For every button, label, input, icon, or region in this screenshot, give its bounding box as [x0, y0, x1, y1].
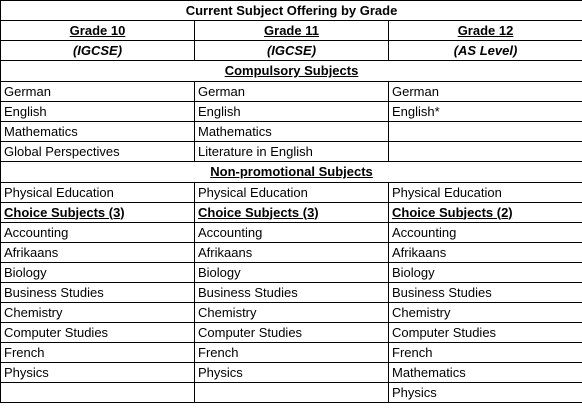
table-row [1, 343, 582, 363]
subject-cell: Biology [389, 263, 582, 283]
subject-cell: Chemistry [1, 303, 195, 323]
subject-cell: Physics [195, 363, 389, 383]
subject-cell: Physics [389, 383, 582, 403]
exam-row [1, 41, 582, 61]
subject-cell: Accounting [389, 223, 582, 243]
table-row [1, 263, 582, 283]
empty-cell [389, 122, 582, 142]
table-title: Current Subject Offering by Grade [1, 1, 582, 21]
non-promotional-heading: Non-promotional Subjects [1, 162, 582, 183]
subject-cell: Mathematics [1, 122, 195, 142]
choice-subjects-header: Choice Subjects (3) [1, 203, 195, 223]
empty-cell [195, 383, 389, 403]
table-row [1, 122, 582, 142]
compulsory-heading-row [1, 61, 582, 82]
subject-cell: Accounting [195, 223, 389, 243]
choice-header-row [1, 203, 582, 223]
grade-row [1, 21, 582, 41]
subject-cell: Mathematics [195, 122, 389, 142]
table-row [1, 223, 582, 243]
subject-cell: Chemistry [195, 303, 389, 323]
empty-cell [1, 383, 195, 403]
table-row [1, 363, 582, 383]
subject-cell: Computer Studies [195, 323, 389, 343]
title-row [1, 1, 582, 21]
subject-cell: German [195, 82, 389, 102]
subject-cell: Global Perspectives [1, 142, 195, 162]
grade-12-header: Grade 12 [389, 21, 582, 41]
subject-cell: Business Studies [389, 283, 582, 303]
subject-cell: Business Studies [195, 283, 389, 303]
table-row [1, 303, 582, 323]
subject-cell: Afrikaans [195, 243, 389, 263]
table-row [1, 283, 582, 303]
grade-11-header: Grade 11 [195, 21, 389, 41]
subject-cell: Afrikaans [1, 243, 195, 263]
table-row [1, 243, 582, 263]
grade-12-exam: (AS Level) [389, 41, 582, 61]
table-row [1, 383, 582, 403]
grade-10-header: Grade 10 [1, 21, 195, 41]
subject-cell: German [1, 82, 195, 102]
subject-cell: Physical Education [195, 183, 389, 203]
choice-subjects-header: Choice Subjects (3) [195, 203, 389, 223]
grade-10-exam: (IGCSE) [1, 41, 195, 61]
subject-cell: Biology [195, 263, 389, 283]
subject-cell: Physical Education [389, 183, 582, 203]
subject-cell: German [389, 82, 582, 102]
subject-cell: French [195, 343, 389, 363]
subject-cell: Accounting [1, 223, 195, 243]
table-row [1, 323, 582, 343]
empty-cell [389, 142, 582, 162]
subject-cell: Afrikaans [389, 243, 582, 263]
subject-cell: Literature in English [195, 142, 389, 162]
subject-cell: French [1, 343, 195, 363]
table-row [1, 142, 582, 162]
choice-subjects-header: Choice Subjects (2) [389, 203, 582, 223]
subject-cell: English* [389, 102, 582, 122]
grade-11-exam: (IGCSE) [195, 41, 389, 61]
non-promotional-heading-row [1, 162, 582, 183]
subject-cell: Biology [1, 263, 195, 283]
subject-cell: French [389, 343, 582, 363]
table-row [1, 102, 582, 122]
subject-cell: English [195, 102, 389, 122]
subject-cell: Mathematics [389, 363, 582, 383]
subject-cell: Physical Education [1, 183, 195, 203]
subject-cell: English [1, 102, 195, 122]
subject-cell: Physics [1, 363, 195, 383]
table-row [1, 82, 582, 102]
subject-cell: Computer Studies [389, 323, 582, 343]
table-row [1, 183, 582, 203]
subject-cell: Business Studies [1, 283, 195, 303]
subject-cell: Chemistry [389, 303, 582, 323]
subject-cell: Computer Studies [1, 323, 195, 343]
compulsory-heading: Compulsory Subjects [1, 61, 582, 82]
